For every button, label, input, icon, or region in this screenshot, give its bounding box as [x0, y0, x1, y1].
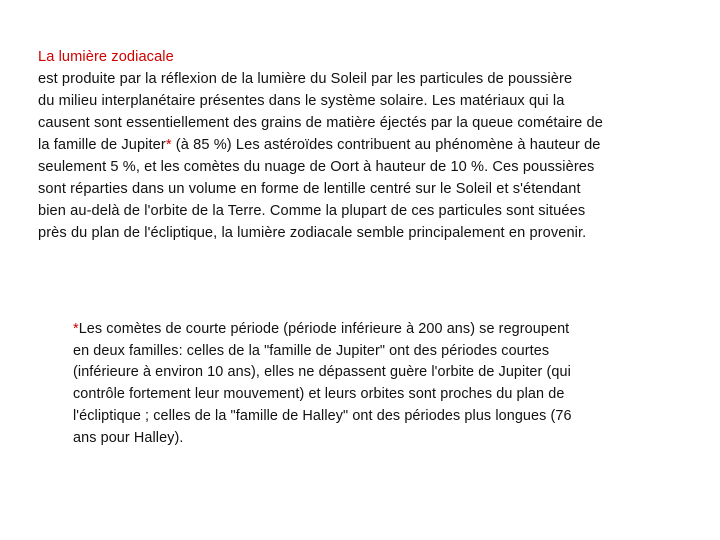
- body-line: du milieu interplanétaire présentes dans le système solaire. Les matériaux qui la: [38, 93, 565, 109]
- body-line-with-footnote: [38, 134, 678, 156]
- body-line: sont réparties dans un volume en forme de lentille centré sur le Soleil et s'étendant: [38, 181, 581, 197]
- footnote-line-text: Les comètes de courte période (période inférieure à 200 ans) se regroupent: [78, 321, 570, 337]
- footnote-line: ans pour Halley).: [73, 429, 184, 446]
- main-text-block: [38, 46, 678, 244]
- slide-title: La lumière zodiacale: [38, 49, 174, 65]
- body-line: près du plan de l'écliptique, la lumière zodiacale semble principalement en provenir.: [38, 225, 587, 241]
- footnote-asterisk: *: [165, 137, 172, 153]
- body-line: est produite par la réflexion de la lumière du Soleil par les particules de poussière: [38, 71, 573, 87]
- body-line: seulement 5 %, et les comètes du nuage de Oort à hauteur de 10 %. Ces poussières: [38, 159, 595, 175]
- footnote-line: contrôle fortement leur mouvement) et leurs orbites sont proches du plan de: [73, 386, 565, 403]
- body-line-part: la famille de Jupiter: [38, 137, 166, 153]
- footnote-line: (inférieure à environ 10 ans), elles ne dépassent guère l'orbite de Jupiter (qui: [73, 364, 571, 381]
- footnote-line: l'écliptique ; celles de la "famille de Halley" ont des périodes plus longues (76: [73, 407, 572, 424]
- footnote-block: [73, 319, 673, 449]
- footnote-line: [73, 319, 673, 341]
- body-line: causent sont essentiellement des grains de matière éjectés par la queue cométaire de: [38, 115, 603, 131]
- footnote-line: en deux familles: celles de la "famille de Jupiter" ont des périodes courtes: [73, 342, 550, 359]
- body-line-part: (à 85 %) Les astéroïdes contribuent au phénomène à hauteur de: [171, 137, 601, 153]
- footnote-marker: *: [73, 321, 79, 337]
- body-line: bien au-delà de l'orbite de la Terre. Comme la plupart de ces particules sont situées: [38, 203, 586, 219]
